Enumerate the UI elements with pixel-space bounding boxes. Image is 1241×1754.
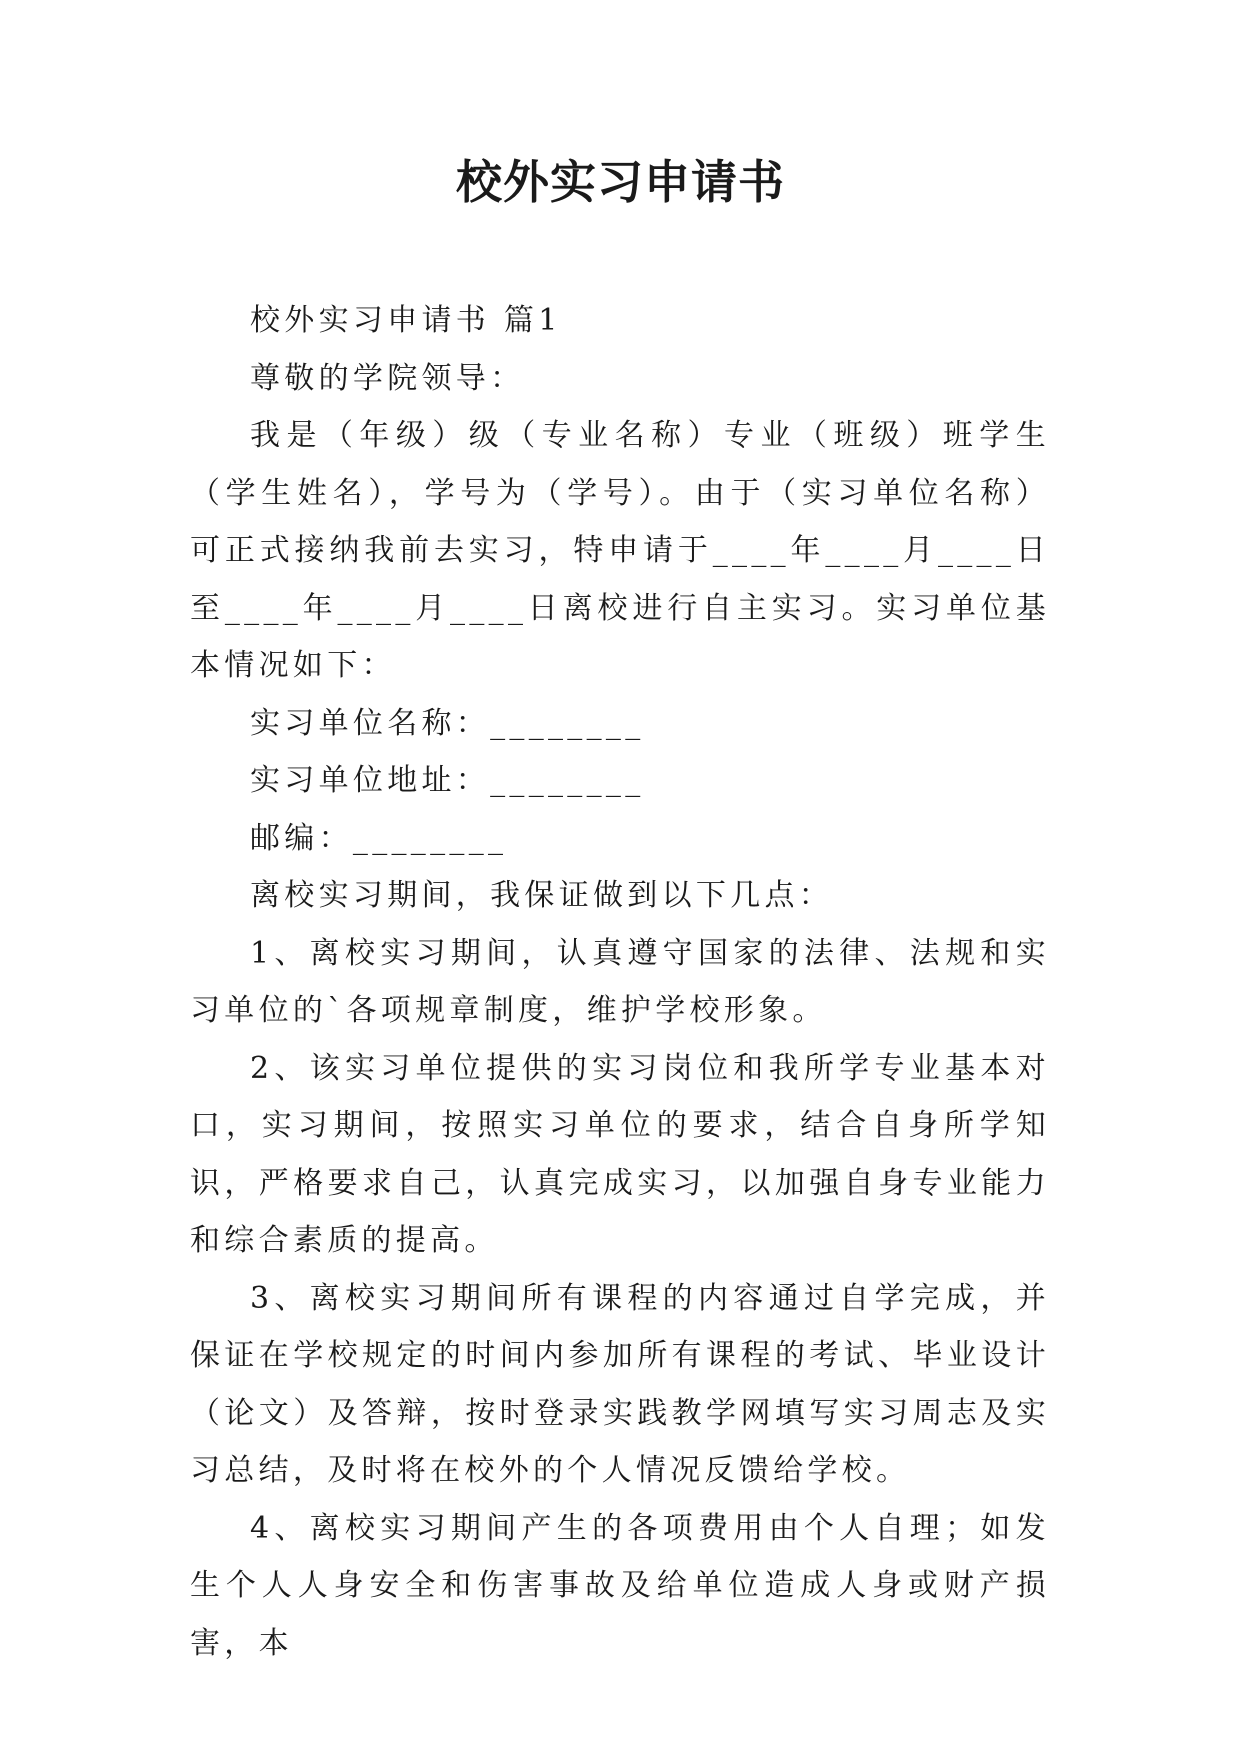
unit-address-line: 实习单位地址：________: [250, 763, 645, 798]
commitment-item-1: 1、离校实习期间，认真遵守国家的法律、法规和实习单位的`各项规章制度，维护学校形象。: [190, 935, 1050, 1028]
unit-name-line: 实习单位名称：________: [250, 705, 645, 741]
document-body: [190, 292, 1050, 1672]
document-title: 校外实习申请书: [456, 155, 785, 209]
intro-paragraph: 我是（年级）级（专业名称）专业（班级）班学生（学生姓名），学号为（学号）。由于（实习单位名称）可正式接纳我前去实习，特申请于____年____月____日至____年____月____日离校进行自主实习。实习单位基本情况如下：: [190, 418, 1050, 683]
commitment-intro: 离校实习期间，我保证做到以下几点：: [250, 878, 834, 913]
postcode-line: 邮编：________: [250, 820, 508, 856]
commitment-item-2: 2、该实习单位提供的实习岗位和我所学专业基本对口，实习期间，按照实习单位的要求，结合自身所学知识，严格要求自己，认真完成实习，以加强自身专业能力和综合素质的提高。: [190, 1050, 1050, 1258]
section-heading: 校外实习申请书 篇1: [250, 303, 562, 338]
commitment-item-3: 3、离校实习期间所有课程的内容通过自学完成，并保证在学校规定的时间内参加所有课程的考试、毕业设计（论文）及答辩，按时登录实践教学网填写实习周志及实习总结，及时将在校外的个人情况反馈给学校。: [190, 1280, 1050, 1488]
salutation: 尊敬的学院领导：: [250, 360, 525, 396]
commitment-item-4: 4、离校实习期间产生的各项费用由个人自理；如发生个人人身安全和伤害事故及给单位造成人身或财产损害，本: [190, 1510, 1050, 1661]
